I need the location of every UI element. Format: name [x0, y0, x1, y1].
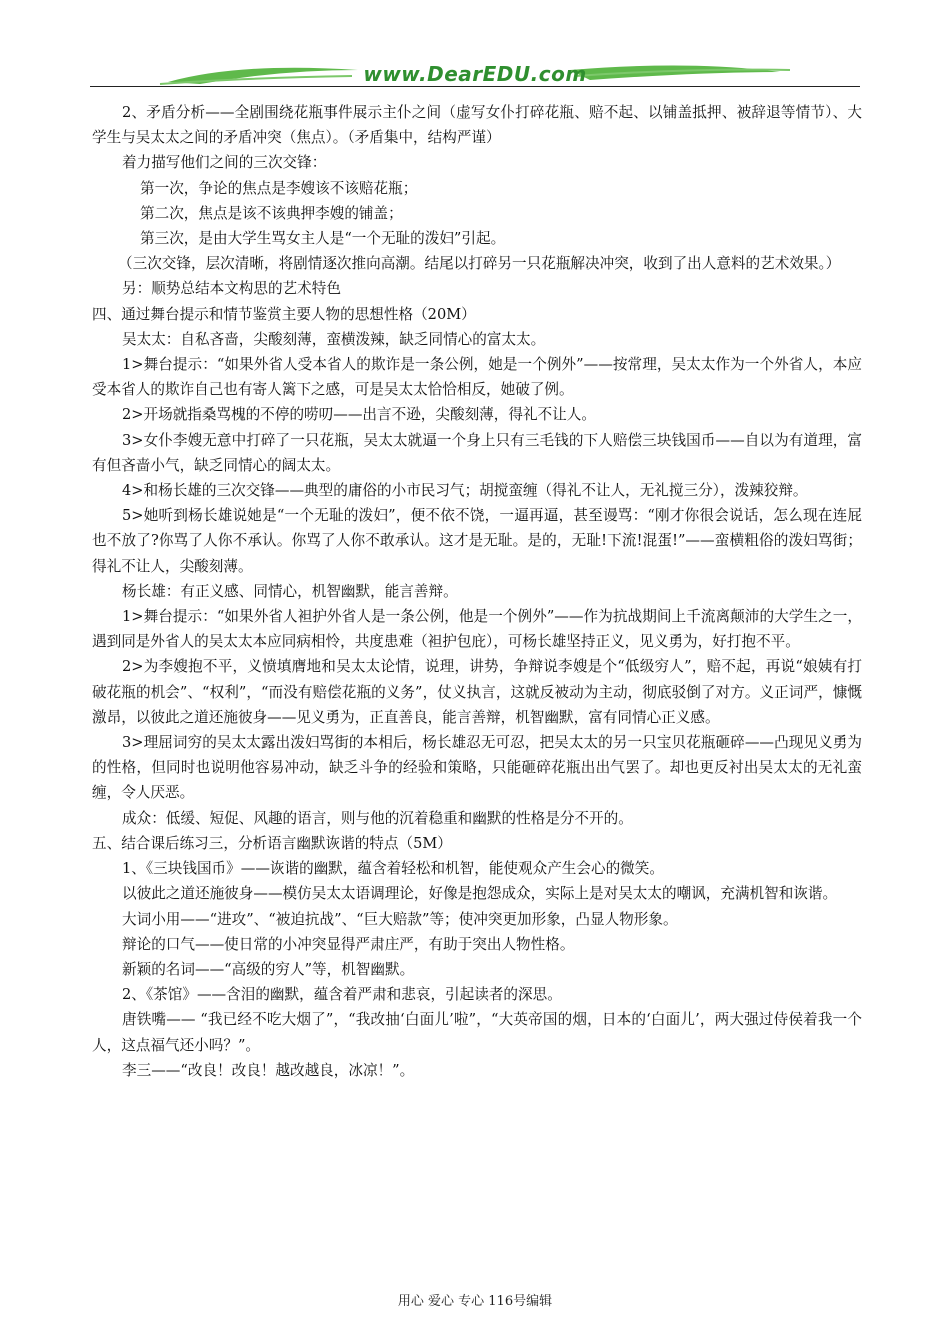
paragraph: 辩论的口气——使日常的小冲突显得严肃庄严，有助于突出人物性格。	[122, 935, 575, 953]
paragraph: 以彼此之道还施彼身——模仿吴太太语调理论，好像是抱怨成众，实际上是对吴太太的嘲讽，充满机智和诙谐。	[122, 885, 838, 903]
page-footer: 用心 爱心 专心 116号编辑	[397, 1294, 553, 1309]
paragraph: 第一次，争论的焦点是李嫂该不该赔花瓶；	[140, 179, 418, 197]
paragraph: 吴太太：自私吝啬，尖酸刻薄，蛮横泼辣，缺乏同情心的富太太。	[122, 330, 546, 348]
paragraph: 着力描写他们之间的三次交锋：	[122, 154, 327, 172]
paragraph: 1>舞台提示：“如果外省人受本省人的欺诈是一条公例，她是一个例外”——按常理，吴太太作为一个外省人，本应受本省人的欺诈自己也有寄人篱下之感，可是吴太太恰恰相反，她破了例。	[92, 356, 862, 399]
paragraph: 2>为李嫂抱不平，义愤填膺地和吴太太论情，说理，讲势，争辩说李嫂是个“低级穷人”，赔不起，再说“娘姨有打破花瓶的机会”、“权利”，“而没有赔偿花瓶的义务”，仗义执言，这就反被动为主动，彻底驳倒了对方。义正词严，慷慨激昂，以彼此之道还施彼身——见义勇为，正直善良，能言善辩，机智幽默，富有同情心正义感。	[92, 658, 862, 726]
site-logo: www.DearEDU.com	[363, 62, 587, 86]
paragraph: 3>女仆李嫂无意中打碎了一只花瓶，吴太太就逼一个身上只有三毛钱的下人赔偿三块钱国币——自以为有道理，富有但吝啬小气，缺乏同情心的阔太太。	[92, 431, 862, 474]
paragraph: 5>她听到杨长雄说她是“一个无耻的泼妇”，便不依不饶，一逼再逼，甚至谩骂：“刚才你很会说话，怎么现在连屁也不放了?你骂了人你不承认。你骂了人你不敢承认。这才是无耻。是的，无耻!下流!混蛋!”——蛮横粗俗的泼妇骂街；得礼不让人，尖酸刻薄。	[92, 507, 862, 575]
paragraph: 大词小用——“进攻”、“被迫抗战”、“巨大赔款”等；使冲突更加形象，凸显人物形象。	[122, 910, 678, 928]
paragraph: 4>和杨长雄的三次交锋——典型的庸俗的小市民习气；胡搅蛮缠（得礼不让人，无礼搅三分），泼辣狡辩。	[122, 482, 808, 500]
paragraph: 另：顺势总结本文构思的艺术特色	[122, 280, 341, 298]
paragraph: 1>舞台提示：“如果外省人袒护外省人是一条公例，他是一个例外”——作为抗战期间上千流离颠沛的大学生之一，遇到同是外省人的吴太太本应同病相怜，共度患难（袒护包庇），可杨长雄坚持正义，见义勇为，好打抱不平。	[92, 608, 862, 651]
paragraph: 1、《三块钱国币》——诙谐的幽默，蕴含着轻松和机智，能使观众产生会心的微笑。	[122, 860, 664, 878]
paragraph: 2>开场就指桑骂槐的不停的唠叨——出言不逊，尖酸刻薄，得礼不让人。	[122, 406, 596, 424]
paragraph: 3>理屈词穷的吴太太露出泼妇骂街的本相后，杨长雄忍无可忍，把吴太太的另一只宝贝花瓶砸碎——凸现见义勇为的性格，但同时也说明他容易冲动，缺乏斗争的经验和策略，只能砸碎花瓶出出气罢了。却也更反衬出吴太太的无礼蛮缠，令人厌恶。	[92, 734, 862, 802]
paragraph: 第二次，焦点是该不该典押李嫂的铺盖；	[140, 204, 403, 222]
paragraph: 李三——“改良！改良！越改越良，冰凉！”。	[122, 1061, 415, 1079]
paragraph: 新颖的名词——“高级的穷人”等，机智幽默。	[122, 960, 415, 978]
paragraph: 第三次，是由大学生骂女主人是“一个无耻的泼妇”引起。	[140, 230, 506, 248]
paragraph: 唐铁嘴—— “我已经不吃大烟了”，“我改抽‘白面儿’啦”，“大英帝国的烟，日本的‘白面儿’，两大强过侍侯着我一个人，这点福气还小吗？”。	[92, 1011, 862, 1054]
paragraph: 2、《茶馆》——含泪的幽默，蕴含着严肃和悲哀，引起读者的深思。	[122, 986, 562, 1004]
paragraph: 成众：低缓、短促、风趣的语言，则与他的沉着稳重和幽默的性格是分不开的。	[122, 809, 633, 827]
paragraph: （三次交锋，层次清晰，将剧情逐次推向高潮。结尾以打碎另一只花瓶解决冲突，收到了出人意料的艺术效果。）	[118, 255, 841, 273]
section-heading: 四、通过舞台提示和情节鉴赏主要人物的思想性格（20M）	[92, 305, 476, 323]
header-divider	[90, 86, 860, 87]
section-heading: 五、结合课后练习三，分析语言幽默诙谐的特点（5M）	[92, 834, 452, 852]
paragraph: 杨长雄：有正义感、同情心，机智幽默，能言善辩。	[122, 582, 458, 600]
paragraph: 2、矛盾分析——全剧围绕花瓶事件展示主仆之间（虚写女仆打碎花瓶、赔不起、以铺盖抵押、被辞退等情节）、大学生与吴太太之间的矛盾冲突（焦点）。（矛盾集中，结构严谨）	[92, 104, 862, 147]
document-body	[92, 100, 862, 1083]
